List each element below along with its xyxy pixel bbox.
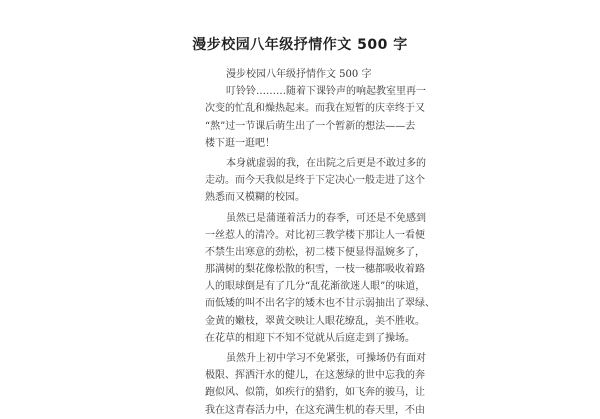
body-line: 漫步校园八年级抒情作文 500 字: [226, 69, 372, 80]
document-body: [205, 66, 435, 419]
body-line: 在花草的相迎下不知不觉就从后庭走到了操场。: [205, 332, 415, 344]
body-line: 一丝惹人的清冷。对比初三教学楼下那让人一看便: [205, 229, 425, 241]
body-line: 极限、挥洒汗水的健儿，在这葱绿的世中忘我的奔: [205, 370, 425, 382]
body-line: 熟悉而又模糊的校园。: [205, 192, 305, 204]
body-line: 虽然已是蒲谨着活力的春季，可还是不免感到: [226, 212, 426, 224]
body-line: “熬”过一节课后萌生出了一个暂新的想法——去: [205, 120, 416, 132]
body-line: 虽然升上初中学习不免紧张，可操场仍有面对: [226, 353, 426, 364]
body-line: 楼下逛一逛吧！: [205, 137, 275, 149]
body-line: 人的眼球倒是有了几分“乱花渐欲迷人眼”的味道，: [205, 281, 426, 293]
body-line: 本身就虚弱的我，在出院之后更是不敢过多的: [226, 157, 426, 169]
body-line: 跑似风、似箭，如疾行的猎豹，如飞奔的骏马，让: [205, 387, 425, 399]
body-line: 不禁生出寒意的劲松，初二楼下便显得温婉多了，: [205, 246, 425, 258]
body-line: 走动。而今天我似是终于下定决心一般走进了这个: [205, 175, 425, 187]
body-line: 金黄的嫩枝，翠黄交映让人眼花缭乱，美不胜收。: [205, 315, 425, 327]
body-line: 我在这青春活力中，在这充满生机的春天里，不由: [205, 404, 425, 416]
document-title: 漫步校园八年级抒情作文 500 字: [192, 37, 408, 53]
body-line: 而低矮的叫不出名字的矮木也不甘示弱抽出了翠绿、: [205, 298, 435, 310]
body-line: 叮铃铃………随着下课铃声的响起教室里再一: [226, 86, 426, 98]
body-line: 那满树的梨花像松散的积雪，一枝一穗都吸收着路: [205, 264, 425, 276]
body-line: 次变的忙乱和燥热起来。而我在短暂的庆幸终于又: [205, 103, 425, 115]
